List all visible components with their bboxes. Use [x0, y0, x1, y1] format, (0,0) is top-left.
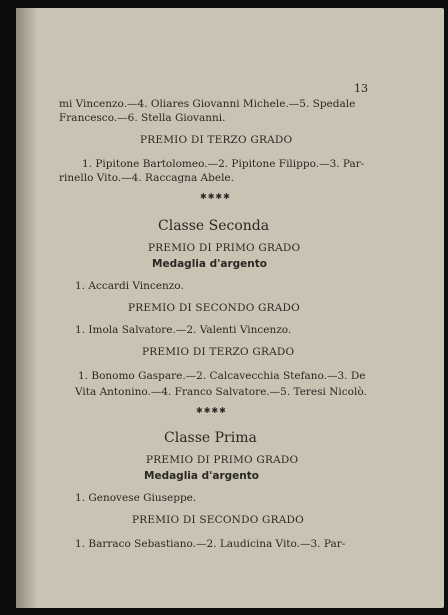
section-heading: PREMIO DI TERZO GRADO	[142, 346, 295, 358]
medal-heading: Medaglia d'argento	[152, 258, 267, 270]
section-heading: PREMIO DI PRIMO GRADO	[146, 454, 299, 466]
text-line: 1. Bonomo Gaspare.—2. Calcavecchia Stefano.—3. De	[78, 370, 366, 382]
text-line: rinello Vito.—4. Raccagna Abele.	[59, 172, 234, 184]
section-heading: PREMIO DI TERZO GRADO	[140, 134, 293, 146]
text-line: Vita Antonino.—4. Franco Salvatore.—5. Teresi Nicolò.	[75, 386, 367, 398]
page-text-block	[59, 8, 378, 608]
text-line: 1. Imola Salvatore.—2. Valenti Vincenzo.	[75, 324, 292, 336]
book-page	[16, 8, 444, 608]
section-heading: PREMIO DI SECONDO GRADO	[132, 514, 304, 526]
text-line: mi Vincenzo.—4. Oliares Giovanni Michele.—5. Spedale	[59, 98, 356, 110]
medal-heading: Medaglia d'argento	[144, 470, 259, 482]
text-line: 1. Barraco Sebastiano.—2. Laudicina Vito.—3. Par-	[75, 538, 346, 550]
text-line: 1. Accardi Vincenzo.	[75, 280, 184, 292]
text-line: Francesco.—6. Stella Giovanni.	[59, 112, 226, 124]
section-heading: PREMIO DI SECONDO GRADO	[128, 302, 300, 314]
separator-stars: ✱✱✱✱	[196, 406, 227, 415]
separator-stars: ✱✱✱✱	[200, 192, 231, 201]
text-line: 1. Pipitone Bartolomeo.—2. Pipitone Filippo.—3. Par-	[82, 158, 365, 170]
class-title: Classe Seconda	[158, 218, 270, 234]
page-gutter-shadow	[16, 8, 38, 608]
text-line: 1. Genovese Giuseppe.	[75, 492, 197, 504]
page-number: 13	[354, 82, 368, 95]
class-title: Classe Prima	[164, 430, 257, 446]
section-heading: PREMIO DI PRIMO GRADO	[148, 242, 301, 254]
